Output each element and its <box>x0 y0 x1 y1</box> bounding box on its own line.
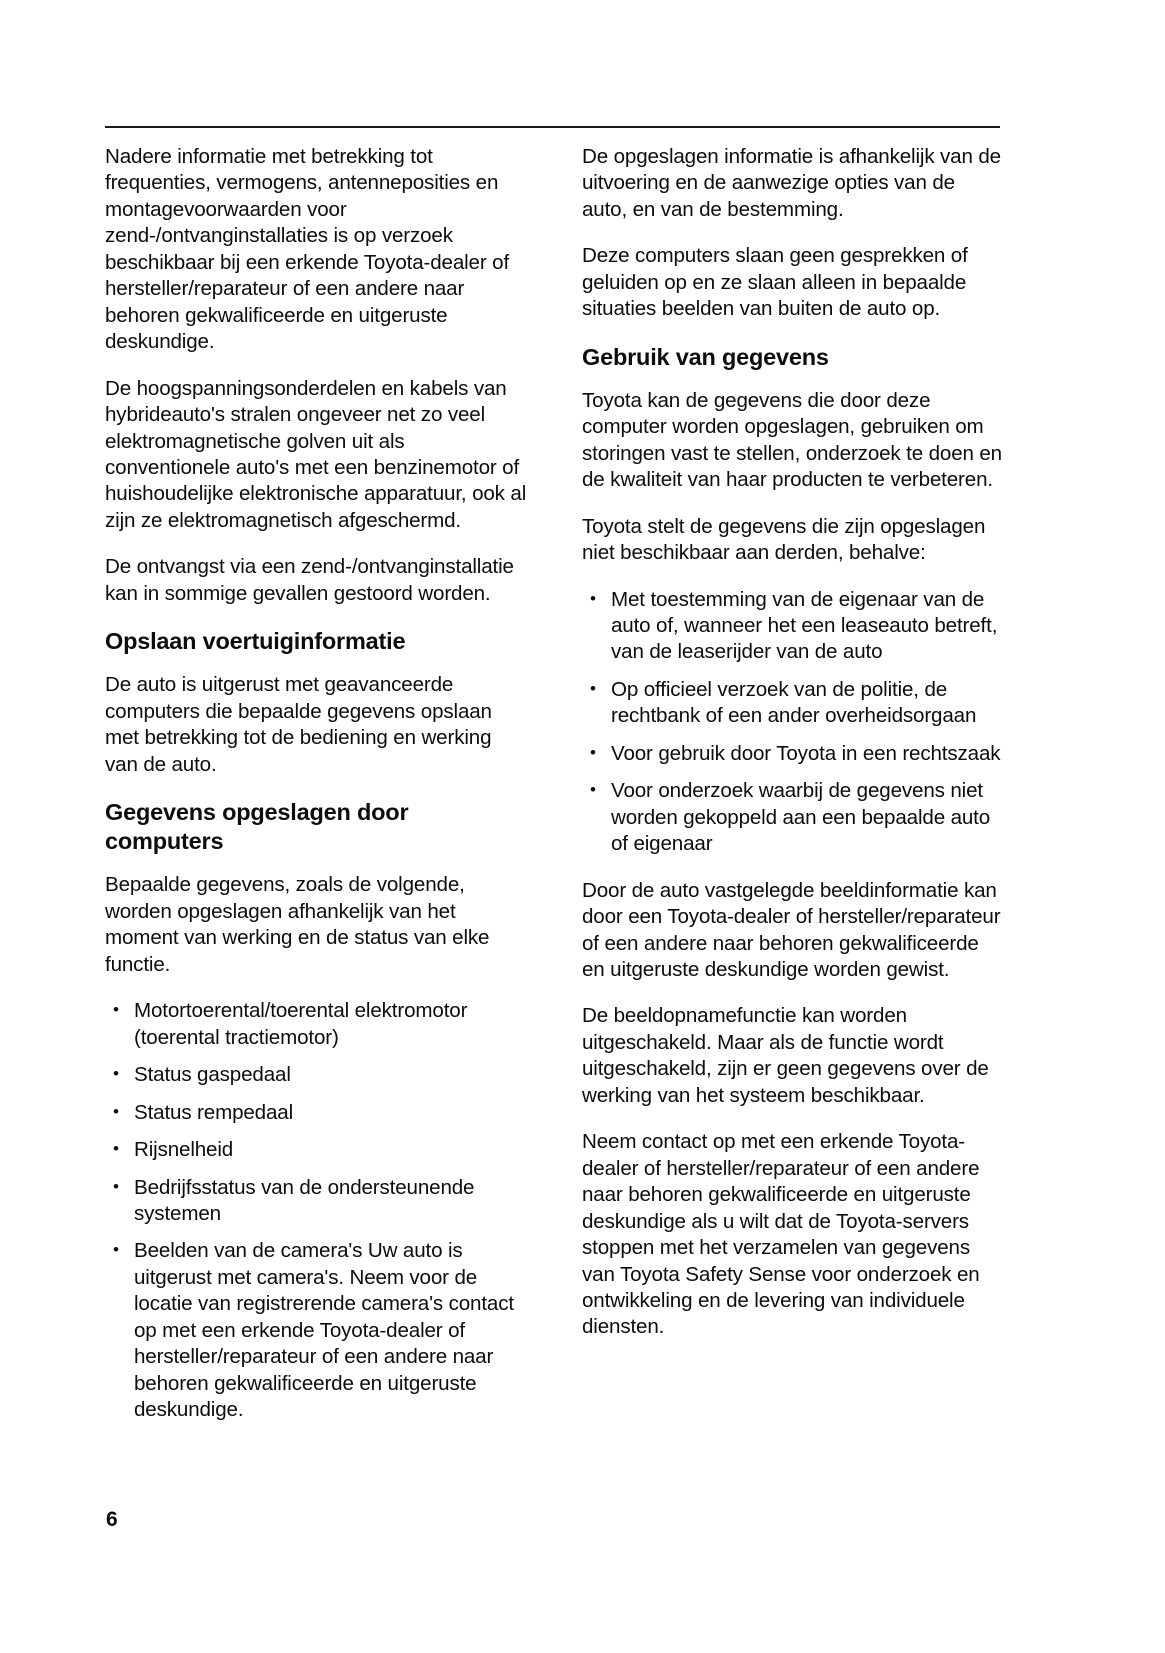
section-heading-gegevens-opgeslagen-door-computers: Gegevens opgeslagen door computers <box>105 799 409 855</box>
list-item: • Bedrijfsstatus van de ondersteunende systemen <box>105 1175 528 1228</box>
list-item: • Status gaspedaal <box>105 1062 528 1088</box>
list-item: • Beelden van de camera's Uw auto is uitgerust met camera's. Neem voor de locatie van registrerende camera's contact op met een erkende Toyota-dealer of hersteller/reparateur of een andere naar behoren gekwalificeerde en uitgeruste deskundige. <box>105 1238 528 1423</box>
list-item: • Voor onderzoek waarbij de gegevens niet worden gekoppeld aan een bepaalde auto of eigenaar <box>582 778 1005 857</box>
list-item: • Voor gebruik door Toyota in een rechtszaak <box>582 741 1005 767</box>
two-column-body <box>105 144 1005 1444</box>
list-item: • Op officieel verzoek van de politie, de rechtbank of een ander overheidsorgaan <box>582 677 1005 730</box>
section-heading-gebruik-van-gegevens: Gebruik van gegevens <box>582 343 829 370</box>
list-item: • Rijsnelheid <box>105 1137 528 1163</box>
paragraph: Toyota stelt de gegevens die zijn opgeslagen niet beschikbaar aan derden, behalve: <box>582 514 986 565</box>
left-column <box>105 144 528 1444</box>
right-column <box>582 144 1005 1444</box>
bullet-list-data-sharing-exceptions <box>582 587 1005 858</box>
paragraph: De ontvangst via een zend-/ontvanginstallatie kan in sommige gevallen gestoord worden. <box>105 555 514 605</box>
list-item: • Met toestemming van de eigenaar van de auto of, wanneer het een leaseauto betreft, van de leaserijder van de auto <box>582 587 1005 666</box>
paragraph: De opgeslagen informatie is afhankelijk van de uitvoering en de aanwezige opties van de auto, en van de bestemming. <box>582 145 1001 221</box>
list-item: • Motortoerental/toerental elektromotor (toerental tractiemotor) <box>105 998 528 1051</box>
paragraph: Toyota kan de gegevens die door deze computer worden opgeslagen, gebruiken om storingen vast te stellen, onderzoek te doen en de kwaliteit van haar producten te verbeteren. <box>582 388 1002 492</box>
paragraph: Deze computers slaan geen gesprekken of geluiden op en ze slaan alleen in bepaalde situaties beelden van buiten de auto op. <box>582 244 968 321</box>
header-divider-rule <box>105 126 1000 128</box>
list-item: • Status rempedaal <box>105 1100 528 1126</box>
bullet-list-stored-data <box>105 998 528 1423</box>
paragraph: Nadere informatie met betrekking tot frequenties, vermogens, antenneposities en montagevoorwaarden voor zend-/ontvanginstallaties is op verzoek beschikbaar bij een erkende Toyota-dealer of hersteller/reparateur of een andere naar behoren gekwalificeerde en uitgeruste deskundige. <box>105 145 510 354</box>
paragraph: Bepaalde gegevens, zoals de volgende, worden opgeslagen afhankelijk van het moment van werking en de status van elke functie. <box>105 873 490 976</box>
paragraph: Door de auto vastgelegde beeldinformatie kan door een Toyota-dealer of hersteller/reparateur of een andere naar behoren gekwalificeerde en uitgeruste deskundige worden gewist. <box>582 878 1001 981</box>
section-heading-opslaan-voertuiginformatie: Opslaan voertuiginformatie <box>105 628 406 655</box>
paragraph: Neem contact op met een erkende Toyota-dealer of hersteller/reparateur of een andere naar behoren gekwalificeerde en uitgeruste deskundige als u wilt dat de Toyota-servers stoppen met het verzamelen van gegevens van Toyota Safety Sense voor onderzoek en ontwikkeling en de levering van individuele diensten. <box>582 1130 980 1339</box>
paragraph: De beeldopnamefunctie kan worden uitgeschakeld. Maar als de functie wordt uitgeschakeld, zijn er geen gegevens over de werking van het systeem beschikbaar. <box>582 1004 989 1107</box>
page-number: 6 <box>106 1508 118 1531</box>
paragraph: De hoogspanningsonderdelen en kabels van hybrideauto's stralen ongeveer net zo veel elektromagnetische golven uit als conventionele auto's met een benzinemotor of huishoudelijke elektronische apparatuur, ook al zijn ze elektromagnetisch afgeschermd. <box>105 376 527 532</box>
paragraph: De auto is uitgerust met geavanceerde computers die bepaalde gegevens opslaan met betrekking tot de bediening en werking van de auto. <box>105 673 492 776</box>
